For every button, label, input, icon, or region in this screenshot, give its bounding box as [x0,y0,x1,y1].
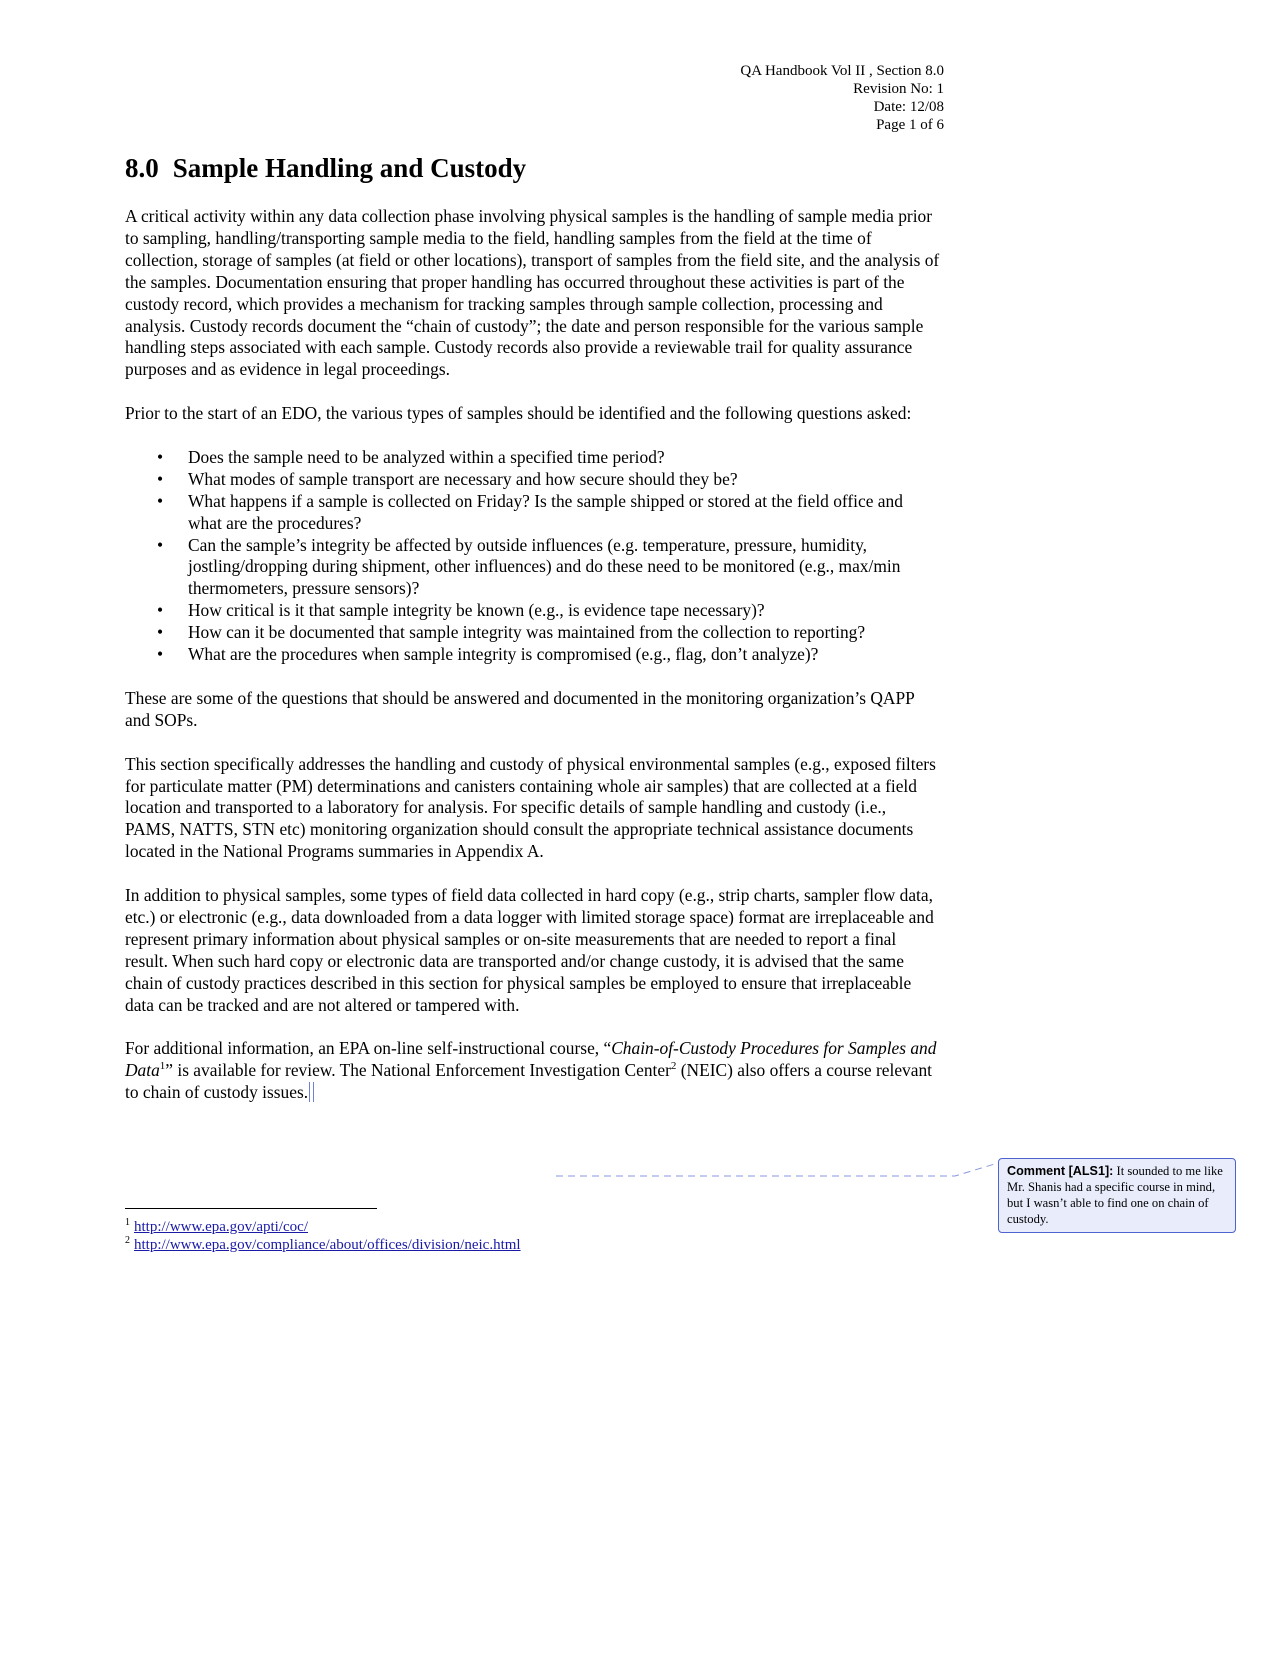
paragraph-additional-info: For additional information, an EPA on-line self-instructional course, “Chain-of-Custody Procedures for Samples and Data$^1$” is available for review. The National Enforcement Investigation Center$^2$ (NEIC) also offers a course relevant to chain of custody issues. [125,1038,937,1103]
footnote-link-1[interactable]: http://www.epa.gov/apti/coc/ [134,1219,308,1235]
footnote-ref-2[interactable]: 2 [670,1060,677,1073]
list-item: • What are the procedures when sample integrity is compromised (e.g., flag, don’t analyze)? [157,644,819,665]
comment-text: It sounded to me like Mr. Shanis had a specific course in mind, but I wasn’t able to find one on chain of custody. [1007,1164,1223,1226]
section-title-text: Sample Handling and Custody [172,153,527,183]
bullet-icon: • [157,446,164,467]
bullet-icon: • [157,600,164,621]
bullet-icon: • [157,622,164,643]
paragraph-questions-lead: Prior to the start of an EDO, the various types of samples should be identified and the following questions asked: [125,403,912,424]
section-number: 8.0 [125,153,159,183]
bullet-icon: • [157,490,164,511]
footnote-2: $^2$ http://www.epa.gov/compliance/about/offices/division/neic.html [125,1235,521,1253]
paragraph-qapp: These are some of the questions that should be answered and documented in the monitoring organization’s QAPP and SOPs. [125,687,915,730]
list-item: • How critical is it that sample integrity be known (e.g., is evidence tape necessary)? [157,600,765,621]
header-page-number: Page 1 of 6 [876,117,944,133]
header-date: Date: 12/08 [873,99,944,115]
comment-label: Comment [ALS1]: [1007,1164,1114,1178]
page-header [740,62,944,134]
list-item: • What happens if a sample is collected on Friday? Is the sample shipped or stored at the field office and what are the procedures? [157,490,903,533]
footnote-1: $^1$ http://www.epa.gov/apti/coc/ [125,1217,308,1235]
questions-list [125,447,940,666]
footnote-separator [125,1208,377,1209]
document-body [125,206,940,1126]
comment-anchor[interactable] [309,1082,314,1102]
list-item: • What modes of sample transport are necessary and how secure should they be? [157,468,738,489]
list-item: • Can the sample’s integrity be affected by outside influences (e.g. temperature, pressure, humidity, jostling/dropping during shipment, other influences) and do these need to be monitored (e.g., max/min thermometers, pressure sensors)? [157,534,901,599]
section-title [125,152,526,184]
bullet-icon: • [157,534,164,555]
list-item: • Does the sample need to be analyzed within a specified time period? [157,446,665,467]
list-item: • How can it be documented that sample integrity was maintained from the collection to reporting? [157,622,866,643]
comment-balloon[interactable] [998,1158,1236,1233]
header-revision: Revision No: 1 [853,81,944,97]
paragraph-field-data: In addition to physical samples, some types of field data collected in hard copy (e.g., strip charts, sampler flow data, etc.) or electronic (e.g., data downloaded from a data logger with limited storage space) format are irreplaceable and represent primary information about physical samples or on-site measurements that are needed to report a final result. When such hard copy or electronic data are transported and/or change custody, it is advised that the same chain of custody practices described in this section for physical samples be employed to ensure that irreplaceable data can be tracked and are not altered or tampered with. [125,885,934,1015]
header-section: QA Handbook Vol II , Section 8.0 [740,63,944,79]
footnote-ref-1[interactable]: 1 [159,1060,166,1073]
paragraph-scope: This section specifically addresses the handling and custody of physical environmental samples (e.g., exposed filters for particulate matter (PM) determinations and canisters containing whole air samples) that are collected at a field location and transported to a laboratory for analysis. For specific details of sample handling and custody (i.e., PAMS, NATTS, STN etc) monitoring organization should consult the appropriate technical assistance documents located in the National Programs summaries in Appendix A. [125,753,936,862]
footnote-link-2[interactable]: http://www.epa.gov/compliance/about/offices/division/neic.html [134,1237,521,1253]
bullet-icon: • [157,468,164,489]
footnotes [125,1218,521,1254]
paragraph-intro: A critical activity within any data collection phase involving physical samples is the handling of sample media prior to sampling, handling/transporting sample media to the field, handling samples from the field at the time of collection, storage of samples (at field or other locations), transport of samples from the field site, and the analysis of the samples. Documentation ensuring that proper handling has occurred throughout these activities is part of the custody record, which provides a mechanism for tracking samples through sample collection, processing and analysis. Custody records document the “chain of custody”; the date and person responsible for the various sample handling steps associated with each sample. Custody records also provide a reviewable trail for quality assurance purposes and as evidence in legal proceedings. [125,206,940,380]
course-title: Chain-of-Custody Procedures for Samples and Data [125,1038,937,1081]
bullet-icon: • [157,644,164,665]
